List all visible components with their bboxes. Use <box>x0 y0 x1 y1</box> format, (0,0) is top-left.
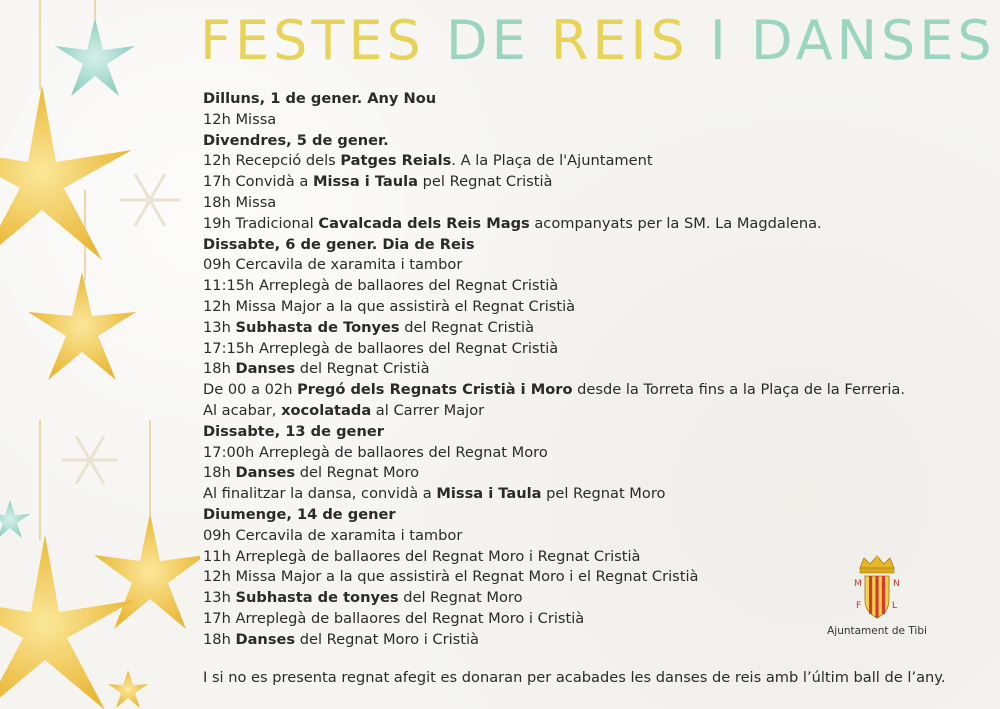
schedule-line <box>203 89 905 110</box>
schedule-text: . A la Plaça de l'Ajuntament <box>451 152 653 170</box>
schedule-line <box>203 567 905 588</box>
schedule-line <box>203 339 905 360</box>
schedule-text: 17:00h Arreplegà de ballaores del Regnat Moro <box>203 443 548 461</box>
title-word: DE <box>446 9 530 72</box>
schedule-line <box>203 463 905 484</box>
schedule-text: 09h Cercavila de xaramita i tambor <box>203 256 463 274</box>
schedule-line <box>203 443 905 464</box>
crest-letter: F <box>856 601 862 611</box>
schedule-line <box>203 110 905 131</box>
teal-star-icon <box>0 500 30 538</box>
schedule-line <box>203 609 905 630</box>
schedule-text: 11h Arreplegà de ballaores del Regnat Moro i Regnat Cristià <box>203 547 641 565</box>
schedule-line <box>203 131 905 152</box>
schedule-text: 11:15h Arreplegà de ballaores del Regnat Cristià <box>203 277 559 295</box>
gold-star-icon <box>28 272 136 380</box>
crest-letter: N <box>893 579 900 589</box>
schedule-line <box>203 359 905 380</box>
schedule-text-bold: Missa i Taula <box>436 485 542 503</box>
schedule-text-bold: Subhasta de Tonyes <box>235 318 400 336</box>
schedule-line <box>203 547 905 568</box>
crest-letter: M <box>854 579 862 589</box>
schedule-text: 17h Arreplegà de ballaores del Regnat Moro i Cristià <box>203 609 585 627</box>
schedule-text: 18h <box>203 360 236 378</box>
schedule-text: del Regnat Cristià <box>399 318 535 336</box>
star-decorations <box>0 0 200 709</box>
schedule-line <box>203 172 905 193</box>
schedule-line <box>203 380 905 401</box>
gold-star-icon <box>108 670 148 708</box>
schedule-line <box>203 630 905 651</box>
schedule-text: 18h <box>203 630 236 648</box>
schedule-text: desde la Torreta fins a la Plaça de la Ferreria. <box>572 381 906 399</box>
schedule-text: 13h <box>203 318 236 336</box>
schedule-text: 09h Cercavila de xaramita i tambor <box>203 526 463 544</box>
schedule-text: 12h Recepció dels <box>203 152 341 170</box>
schedule-text: pel Regnat Moro <box>541 485 666 503</box>
schedule-line <box>203 505 905 526</box>
schedule-line <box>203 235 905 256</box>
crest-label: Ajuntament de Tibi <box>827 625 927 637</box>
schedule-text-bold: Dilluns, 1 de gener. Any Nou <box>203 90 437 107</box>
schedule-text-bold: Pregó dels Regnats Cristià i Moro <box>297 381 573 399</box>
title-word: FESTES <box>200 9 425 72</box>
footer-note: I si no es presenta regnat afegit es donaran per acabades les danses de reis amb l’últim ball de l’any. <box>203 669 946 686</box>
schedule-text-bold: Divendres, 5 de gener. <box>203 131 389 149</box>
schedule-list <box>203 89 905 651</box>
schedule-text-bold: Danses <box>235 360 296 378</box>
schedule-line <box>203 255 905 276</box>
schedule-text: 13h <box>203 589 236 607</box>
schedule-text: 18h Missa <box>203 193 277 211</box>
schedule-text: 12h Missa Major a la que assistirà el Regnat Cristià <box>203 297 576 315</box>
snowflake-icon <box>62 436 118 484</box>
schedule-text: Al acabar, <box>203 401 282 419</box>
snowflake-icon <box>120 174 180 226</box>
schedule-text: del Regnat Moro <box>295 464 420 482</box>
schedule-text: al Carrer Major <box>371 401 485 419</box>
title-word: I DANSES <box>709 9 996 72</box>
schedule-text: pel Regnat Cristià <box>418 173 553 191</box>
schedule-line <box>203 151 905 172</box>
schedule-line <box>203 193 905 214</box>
schedule-text-bold: xocolatada <box>281 401 372 419</box>
schedule-line <box>203 526 905 547</box>
schedule-text: 12h Missa <box>203 110 277 128</box>
schedule-line <box>203 422 905 443</box>
schedule-line <box>203 214 905 235</box>
schedule-text: del Regnat Cristià <box>295 360 430 378</box>
schedule-text-bold: Cavalcada dels Reis Mags <box>318 214 530 232</box>
schedule-text-bold: Patges Reials <box>340 152 452 170</box>
schedule-text-bold: Subhasta de tonyes <box>235 589 399 607</box>
schedule-line <box>203 297 905 318</box>
schedule-text-bold: Danses <box>235 630 296 648</box>
schedule-line <box>203 484 905 505</box>
schedule-line <box>203 401 905 422</box>
page-title <box>200 6 996 76</box>
schedule-text: 19h Tradicional <box>203 214 319 232</box>
schedule-text: 17:15h Arreplegà de ballaores del Regnat Cristià <box>203 339 559 357</box>
schedule-text: 17h Convidà a <box>203 173 313 191</box>
schedule-text: Al finalitzar la dansa, convidà a <box>203 485 437 503</box>
crest-letter: L <box>892 601 898 611</box>
schedule-text-bold: Missa i Taula <box>312 173 419 191</box>
teal-star-icon <box>55 18 135 96</box>
schedule-text-bold: Dissabte, 13 de gener <box>203 422 384 440</box>
schedule-text-bold: Dissabte, 6 de gener. Dia de Reis <box>203 235 475 253</box>
schedule-line <box>203 276 905 297</box>
schedule-text: 18h <box>203 464 236 482</box>
schedule-line <box>203 318 905 339</box>
schedule-text-bold: Diumenge, 14 de gener <box>203 505 396 523</box>
title-word: REIS <box>550 9 689 72</box>
tibi-crest-icon <box>850 554 904 624</box>
schedule-line <box>203 588 905 609</box>
schedule-text: acompanyats per la SM. La Magdalena. <box>529 214 822 232</box>
schedule-text: 12h Missa Major a la que assistirà el Regnat Moro i el Regnat Cristià <box>203 568 699 586</box>
schedule-text-bold: Danses <box>235 464 296 482</box>
schedule-text: del Regnat Moro i Cristià <box>295 630 479 648</box>
gold-star-icon <box>0 85 132 260</box>
schedule-text: De 00 a 02h <box>203 381 298 399</box>
schedule-text: del Regnat Moro <box>398 589 523 607</box>
